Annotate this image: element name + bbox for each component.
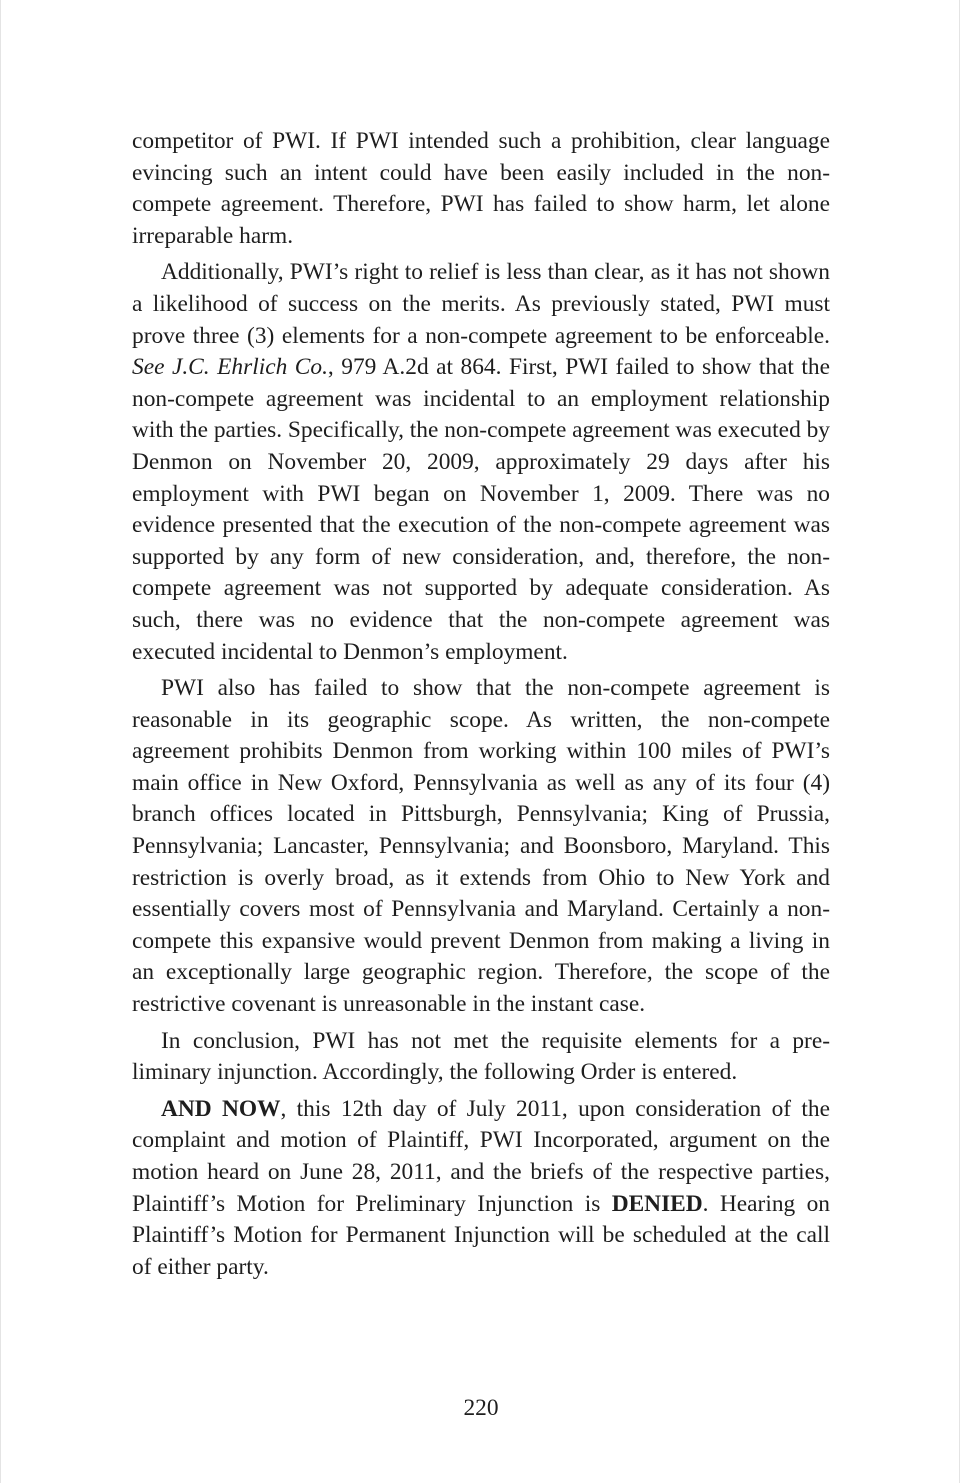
paragraph-order — [132, 1094, 830, 1284]
order-lead-phrase: AND NOW — [161, 1095, 281, 1122]
order-ruling: DENIED — [611, 1190, 703, 1217]
paragraph-geographic-scope: PWI also has failed to show that the non-compete agreement is reasonable in its geographic scope. As written, the non-compete agreement prohibits Denmon from working within 100 miles of PWI’s main office in New Oxford, Pennsylvania as well as any of its four (4) branch offices located in Pittsburgh, Pennsylvania; King of Prussia, Pennsylvania; Lancaster, Pennsylvania; and Boonsboro, Maryland. This restriction is overly broad, as it extends from Ohio to New York and essentially covers most of Pennsylvania and Maryland. Certainly a non-compete this expansive would prevent Denmon from making a living in an exceptionally large geographic region. Therefore, the scope of the restrictive covenant is unreasonable in the instant case. — [132, 675, 830, 1018]
opinion-body — [132, 126, 830, 1283]
case-citation: See J.C. Ehrlich Co. — [132, 354, 328, 381]
paragraph-continuation: competitor of PWI. If PWI intended such a prohibition, clear language evincing such an intent could have been easily included in the non-compete agreement. Therefore, PWI has failed to show harm, let alone irreparable harm. — [132, 128, 830, 249]
paragraph-text: Additionally, PWI’s right to relief is less than clear, as it has not shown a likelihood of success on the merits. As previously stated, PWI must prove three (3) elements for a non-compete agreement to be enforceable. — [132, 259, 830, 349]
paragraph-likelihood-of-success — [132, 257, 830, 668]
paragraph-text: . Hearing on Plaintiff’s Motion for Permanent Injunction will be scheduled at the call of either party. — [132, 1190, 830, 1280]
paragraph-conclusion: In conclusion, PWI has not met the requisite elements for a preliminary injunction. Accordingly, the following Order is entered. — [132, 1027, 830, 1086]
paragraph-text: , this 12th day of July 2011, upon consideration of the complaint and motion of Plaintiff, PWI Incorporated, argument on the motion heard on June 28, 2011, and the briefs of the respective parties, Plaintiff’s Motion for Preliminary Injunction is — [132, 1095, 830, 1217]
paragraph-text: , 979 A.2d at 864. First, PWI failed to show that the non-compete agreement was incidental to an employment relationship with the parties. Specifically, the non-compete agreement was executed by Denmon on November 20, 2009, approximately 29 days after his employment with PWI began on November 1, 2009. There was no evidence presented that the execution of the non-compete agreement was supported by any form of new consideration, and, therefore, the non-compete agreement was not supported by adequate consideration. As such, there was no evidence that the non-compete agreement was executed incidental to Denmon’s employment. — [132, 354, 830, 665]
page-number: 220 — [463, 1395, 499, 1421]
